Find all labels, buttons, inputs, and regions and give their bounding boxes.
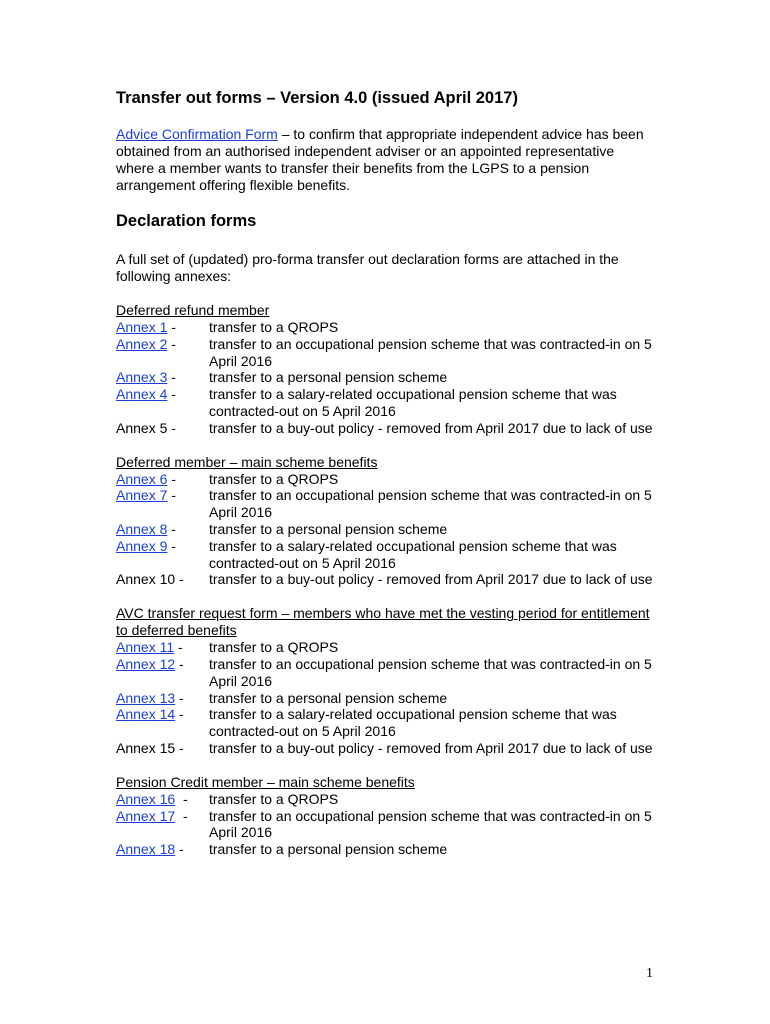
annex-row [116, 386, 656, 420]
annex-link[interactable]: Annex 4 [116, 386, 168, 403]
annex-row [116, 471, 656, 488]
annex-label [116, 386, 209, 420]
annex-label [116, 538, 209, 572]
annex-label [116, 639, 209, 656]
annex-separator: - [167, 319, 176, 335]
annex-row [116, 521, 656, 538]
annex-row [116, 639, 656, 656]
declaration-heading: Declaration forms [116, 212, 257, 230]
page-number: 1 [646, 966, 653, 981]
annex-row [116, 487, 656, 521]
annex-link[interactable]: Annex 7 [116, 487, 168, 504]
annex-link[interactable]: Annex 11 [116, 639, 175, 656]
annex-link[interactable]: Annex 9 [116, 537, 168, 554]
annex-row [116, 369, 656, 386]
annex-label [116, 690, 209, 707]
annex-description: transfer to a personal pension scheme [209, 841, 448, 858]
annex-label [116, 841, 209, 858]
annex-name: Annex 10 [116, 571, 176, 588]
annex-separator: - [167, 520, 176, 537]
annex-separator: - [167, 419, 176, 436]
annex-section [116, 302, 656, 437]
annex-description: transfer to an occupational pension scheme that was contracted-in on 5 April 2016 [209, 335, 652, 369]
annex-row [116, 538, 656, 572]
annex-row [116, 656, 656, 690]
annex-description: transfer to a buy-out policy - removed from April 2017 due to lack of use [209, 739, 653, 756]
annex-description: transfer to a QROPS [209, 319, 339, 335]
annex-description: transfer to a salary-related occupational pension scheme that was contracted-out on 5 April 2016 [209, 537, 617, 571]
section-heading: AVC transfer request form – members who have met the vesting period for entitlement to deferred benefits [116, 605, 650, 639]
annex-link[interactable]: Annex 6 [116, 470, 168, 487]
annex-separator: - [167, 470, 176, 487]
annex-description: transfer to a salary-related occupational pension scheme that was contracted-out on 5 April 2016 [209, 706, 617, 740]
annex-separator: - [175, 790, 188, 807]
advice-confirmation-form-link[interactable]: Advice Confirmation Form [116, 126, 278, 142]
annex-separator: - [167, 369, 176, 386]
annex-description: transfer to a QROPS [209, 639, 339, 656]
annex-description: transfer to a salary-related occupational pension scheme that was contracted-out on 5 April 2016 [209, 386, 617, 419]
annex-label [116, 336, 209, 370]
intro-text: – to confirm that appropriate independent advice has been obtained from an authorised independent adviser or an appointed representative where a member wants to transfer their benefits from the LGPS to a pension arrangement offering flexible benefits. [116, 126, 644, 193]
annex-description: transfer to a QROPS [209, 790, 339, 807]
annex-row [116, 690, 656, 707]
annex-row [116, 808, 656, 842]
annex-separator: - [167, 537, 176, 554]
annex-row [116, 319, 656, 336]
annex-label [116, 791, 209, 808]
annex-row [116, 420, 656, 437]
annex-row [116, 571, 656, 588]
annex-separator: - [175, 841, 184, 858]
annex-separator: - [175, 689, 184, 706]
annex-link[interactable]: Annex 12 [116, 655, 176, 672]
document-page [116, 88, 656, 858]
annex-row [116, 740, 656, 757]
annex-link[interactable]: Annex 8 [116, 520, 168, 537]
annex-label [116, 471, 209, 488]
annex-description: transfer to an occupational pension scheme that was contracted-in on 5 April 2016 [209, 807, 652, 841]
annex-row [116, 791, 656, 808]
annex-separator: - [167, 386, 176, 403]
annex-label [116, 571, 209, 588]
annex-link[interactable]: Annex 1 [116, 319, 168, 335]
annex-separator: - [175, 571, 184, 588]
annex-link[interactable]: Annex 16 [116, 790, 176, 807]
annex-description: transfer to a buy-out policy - removed from April 2017 due to lack of use [209, 419, 653, 436]
annex-link[interactable]: Annex 3 [116, 369, 168, 386]
section-heading: Deferred refund member [116, 302, 270, 318]
annex-separator: - [174, 639, 183, 656]
declaration-paragraph: A full set of (updated) pro-forma transfer out declaration forms are attached in the following annexes: [116, 251, 619, 284]
annex-description: transfer to a buy-out policy - removed from April 2017 due to lack of use [209, 571, 653, 588]
annex-link[interactable]: Annex 2 [116, 335, 168, 352]
annex-description: transfer to a personal pension scheme [209, 689, 448, 706]
annex-link[interactable]: Annex 17 [116, 807, 176, 824]
intro-paragraph [116, 126, 656, 194]
annex-description: transfer to a personal pension scheme [209, 520, 448, 537]
annex-separator: - [175, 655, 184, 672]
annex-label [116, 319, 209, 336]
annex-name: Annex 15 [116, 739, 176, 756]
annex-separator: - [167, 487, 176, 504]
annex-row [116, 336, 656, 370]
annex-description: transfer to an occupational pension scheme that was contracted-in on 5 April 2016 [209, 655, 652, 689]
section-heading: Deferred member – main scheme benefits [116, 453, 378, 470]
annex-label [116, 740, 209, 757]
section-heading: Pension Credit member – main scheme benefits [116, 773, 415, 790]
annex-link[interactable]: Annex 18 [116, 841, 176, 858]
annex-name: Annex 5 [116, 419, 168, 436]
annex-section [116, 454, 656, 589]
annex-section [116, 605, 656, 757]
annex-sections [116, 302, 656, 858]
annex-section [116, 774, 656, 858]
annex-link[interactable]: Annex 13 [116, 689, 176, 706]
annex-label [116, 420, 209, 437]
annex-label [116, 656, 209, 690]
document-title: Transfer out forms – Version 4.0 (issued April 2017) [116, 89, 518, 107]
annex-description: transfer to an occupational pension scheme that was contracted-in on 5 April 2016 [209, 487, 652, 521]
annex-link[interactable]: Annex 14 [116, 706, 176, 723]
annex-label [116, 808, 209, 842]
annex-separator: - [175, 739, 184, 756]
annex-separator: - [175, 706, 184, 723]
annex-separator: - [167, 335, 176, 352]
annex-description: transfer to a personal pension scheme [209, 369, 448, 386]
annex-row [116, 706, 656, 740]
annex-separator: - [175, 807, 188, 824]
annex-row [116, 841, 656, 858]
annex-label [116, 706, 209, 740]
annex-label [116, 369, 209, 386]
annex-description: transfer to a QROPS [209, 470, 339, 487]
annex-label [116, 521, 209, 538]
annex-label [116, 487, 209, 521]
